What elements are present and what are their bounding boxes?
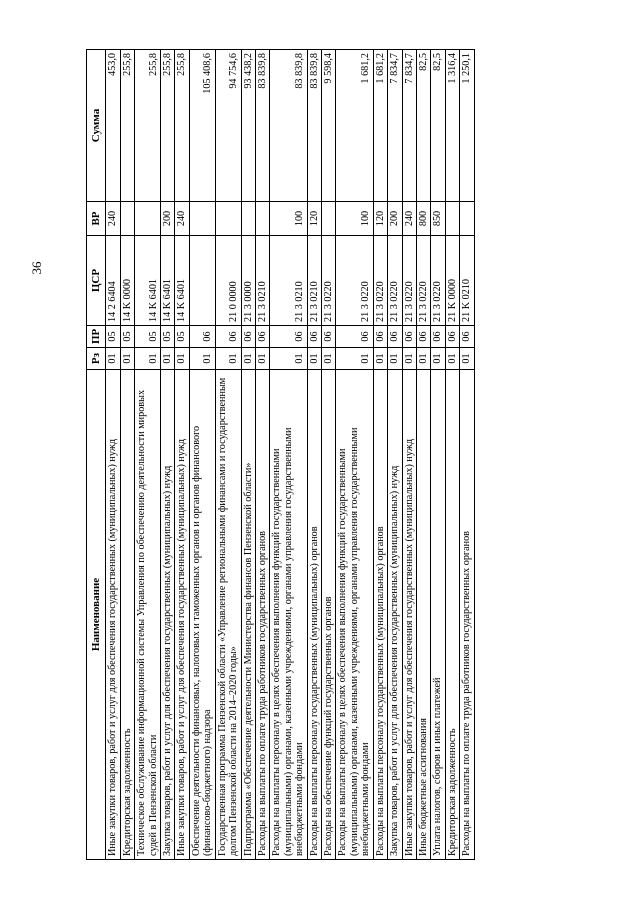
rotated-table-container: [86, 50, 475, 860]
cell-sum: 255,8: [120, 50, 134, 202]
cell-sum: 1 681,2: [336, 50, 373, 202]
cell-vr: 200: [161, 202, 175, 236]
cell-csr: 21 3 0220: [388, 236, 402, 326]
cell-pr: 05: [135, 326, 161, 348]
header-rz: Рз: [87, 348, 106, 370]
table-row: [135, 50, 161, 860]
cell-csr: 14 2 6404: [106, 236, 120, 326]
cell-rz: 01: [417, 348, 431, 370]
cell-csr: 21 K 0000: [445, 236, 459, 326]
table-body: [106, 50, 474, 860]
cell-rz: 01: [241, 348, 255, 370]
table-row: [255, 50, 269, 860]
cell-csr: 21 3 0000: [241, 236, 255, 326]
cell-name: Расходы на выплаты по оплате труда работников государственных органов: [460, 370, 474, 860]
cell-name: Расходы на выплаты персоналу государственных (муниципальных) органов: [307, 370, 321, 860]
cell-csr: 21 3 0210: [255, 236, 269, 326]
cell-rz: 01: [175, 348, 189, 370]
cell-csr: 14 K 0000: [120, 236, 134, 326]
cell-rz: 01: [255, 348, 269, 370]
cell-name: Техническое обслуживание информационной системы Управления по обеспечению деятельности мировых судей в Пензенской области: [135, 370, 161, 860]
cell-name: Расходы на выплаты по оплате труда работников государственных органов: [255, 370, 269, 860]
cell-csr: 21 0 0000: [215, 236, 241, 326]
cell-pr: 06: [307, 326, 321, 348]
cell-name: Иные бюджетные ассигнования: [417, 370, 431, 860]
header-sum: Сумма: [87, 50, 106, 202]
table-row: [445, 50, 459, 860]
cell-rz: 01: [388, 348, 402, 370]
cell-pr: 06: [431, 326, 445, 348]
cell-sum: 1 316,4: [445, 50, 459, 202]
table-row: [106, 50, 120, 860]
cell-rz: 01: [322, 348, 336, 370]
cell-sum: 1 250,1: [460, 50, 474, 202]
cell-csr: 21 3 0220: [336, 236, 373, 326]
cell-vr: 850: [431, 202, 445, 236]
table-row: [322, 50, 336, 860]
table-row: [189, 50, 215, 860]
cell-vr: [255, 202, 269, 236]
cell-vr: [120, 202, 134, 236]
table-row: [417, 50, 431, 860]
cell-vr: [215, 202, 241, 236]
cell-csr: 21 3 0210: [270, 236, 307, 326]
cell-sum: 93 438,2: [241, 50, 255, 202]
cell-sum: 255,8: [161, 50, 175, 202]
cell-pr: 06: [255, 326, 269, 348]
cell-sum: 94 754,6: [215, 50, 241, 202]
cell-pr: 06: [215, 326, 241, 348]
cell-vr: 120: [307, 202, 321, 236]
cell-vr: 100: [336, 202, 373, 236]
cell-vr: [445, 202, 459, 236]
cell-pr: 06: [417, 326, 431, 348]
table-row: [215, 50, 241, 860]
cell-vr: [189, 202, 215, 236]
header-vr: ВР: [87, 202, 106, 236]
cell-sum: 105 408,6: [189, 50, 215, 202]
cell-pr: 06: [402, 326, 416, 348]
cell-sum: 82,5: [431, 50, 445, 202]
cell-pr: 06: [373, 326, 387, 348]
cell-pr: 05: [161, 326, 175, 348]
cell-rz: 01: [189, 348, 215, 370]
cell-rz: 01: [373, 348, 387, 370]
table-row: [460, 50, 474, 860]
cell-name: Иные закупки товаров, работ и услуг для обеспечения государственных (муниципальных) нужд: [175, 370, 189, 860]
cell-rz: 01: [336, 348, 373, 370]
cell-name: Подпрограмма «Обеспечение деятельности Министерства финансов Пензенской области»: [241, 370, 255, 860]
cell-name: Расходы на обеспечение функций государственных органов: [322, 370, 336, 860]
cell-vr: 120: [373, 202, 387, 236]
cell-pr: 05: [120, 326, 134, 348]
cell-rz: 01: [270, 348, 307, 370]
cell-vr: [241, 202, 255, 236]
cell-sum: 83 839,8: [255, 50, 269, 202]
cell-vr: [322, 202, 336, 236]
table-row: [161, 50, 175, 860]
cell-csr: 21 3 0220: [431, 236, 445, 326]
cell-sum: 255,8: [135, 50, 161, 202]
cell-vr: 200: [388, 202, 402, 236]
cell-vr: 240: [106, 202, 120, 236]
cell-csr: 21 3 0210: [307, 236, 321, 326]
cell-vr: 800: [417, 202, 431, 236]
cell-csr: 21 3 0220: [417, 236, 431, 326]
header-name: Наименование: [87, 370, 106, 860]
cell-sum: 1 681,2: [373, 50, 387, 202]
cell-rz: 01: [445, 348, 459, 370]
table-row: [431, 50, 445, 860]
cell-rz: 01: [431, 348, 445, 370]
page-number: 36: [29, 261, 44, 275]
cell-csr: 14 K 6401: [161, 236, 175, 326]
table-row: [402, 50, 416, 860]
table-row: [120, 50, 134, 860]
table-row: [175, 50, 189, 860]
cell-name: Иные закупки товаров, работ и услуг для обеспечения государственных (муниципальных) нужд: [106, 370, 120, 860]
cell-pr: 06: [241, 326, 255, 348]
cell-pr: 06: [388, 326, 402, 348]
cell-pr: 05: [175, 326, 189, 348]
cell-name: Обеспечение деятельности финансовых, налоговых и таможенных органов и органов финансового (финансово-бюджетного) надзора: [189, 370, 215, 860]
budget-table: [86, 49, 475, 860]
table-row: [307, 50, 321, 860]
cell-csr: 21 K 0210: [460, 236, 474, 326]
cell-rz: 01: [106, 348, 120, 370]
cell-name: Государственная программа Пензенской области «Управление региональными финансами и государственным долгом Пензенской области на 2014–2020 годы»: [215, 370, 241, 860]
cell-csr: 14 K 6401: [135, 236, 161, 326]
table-row: [388, 50, 402, 860]
cell-name: Расходы на выплаты персоналу в целях обеспечения выполнения функций государственными (муниципальными) органами, казенными учреждениями, органами управления государственными внебюджетными фондами: [336, 370, 373, 860]
cell-csr: [189, 236, 215, 326]
cell-pr: 06: [336, 326, 373, 348]
cell-sum: 7 834,7: [402, 50, 416, 202]
cell-sum: 82,5: [417, 50, 431, 202]
table-row: [336, 50, 373, 860]
cell-sum: 453,0: [106, 50, 120, 202]
header-csr: ЦСР: [87, 236, 106, 326]
cell-name: Кредиторская задолженность: [445, 370, 459, 860]
cell-csr: 21 3 0220: [322, 236, 336, 326]
cell-vr: 100: [270, 202, 307, 236]
table-row: [241, 50, 255, 860]
cell-sum: 9 598,4: [322, 50, 336, 202]
cell-vr: 240: [402, 202, 416, 236]
cell-vr: 240: [175, 202, 189, 236]
cell-sum: 83 839,8: [307, 50, 321, 202]
cell-csr: 21 3 0220: [373, 236, 387, 326]
cell-vr: [135, 202, 161, 236]
header-pr: ПР: [87, 326, 106, 348]
cell-csr: 14 K 6401: [175, 236, 189, 326]
cell-pr: 06: [460, 326, 474, 348]
cell-pr: 06: [445, 326, 459, 348]
cell-rz: 01: [120, 348, 134, 370]
cell-rz: 01: [402, 348, 416, 370]
cell-sum: 255,8: [175, 50, 189, 202]
cell-name: Закупка товаров, работ и услуг для обеспечения государственных (муниципальных) нужд: [388, 370, 402, 860]
cell-pr: 06: [322, 326, 336, 348]
cell-rz: 01: [161, 348, 175, 370]
cell-csr: 21 3 0220: [402, 236, 416, 326]
cell-sum: 83 839,8: [270, 50, 307, 202]
cell-rz: 01: [135, 348, 161, 370]
cell-sum: 7 834,7: [388, 50, 402, 202]
table-header-row: [87, 50, 106, 860]
cell-name: Кредиторская задолженность: [120, 370, 134, 860]
cell-pr: 06: [189, 326, 215, 348]
cell-name: Закупка товаров, работ и услуг для обеспечения государственных (муниципальных) нужд: [161, 370, 175, 860]
cell-pr: 05: [106, 326, 120, 348]
cell-name: Иные закупки товаров, работ и услуг для обеспечения государственных (муниципальных) нужд: [402, 370, 416, 860]
table-row: [270, 50, 307, 860]
cell-name: Расходы на выплаты персоналу в целях обеспечения выполнения функций государственными (муниципальными) органами, казенными учреждениями, органами управления государственными внебюджетными фондами: [270, 370, 307, 860]
cell-vr: [460, 202, 474, 236]
table-row: [373, 50, 387, 860]
cell-rz: 01: [307, 348, 321, 370]
cell-name: Расходы на выплаты персоналу государственных (муниципальных) органов: [373, 370, 387, 860]
cell-rz: 01: [215, 348, 241, 370]
cell-rz: 01: [460, 348, 474, 370]
cell-name: Уплата налогов, сборов и иных платежей: [431, 370, 445, 860]
cell-pr: 06: [270, 326, 307, 348]
